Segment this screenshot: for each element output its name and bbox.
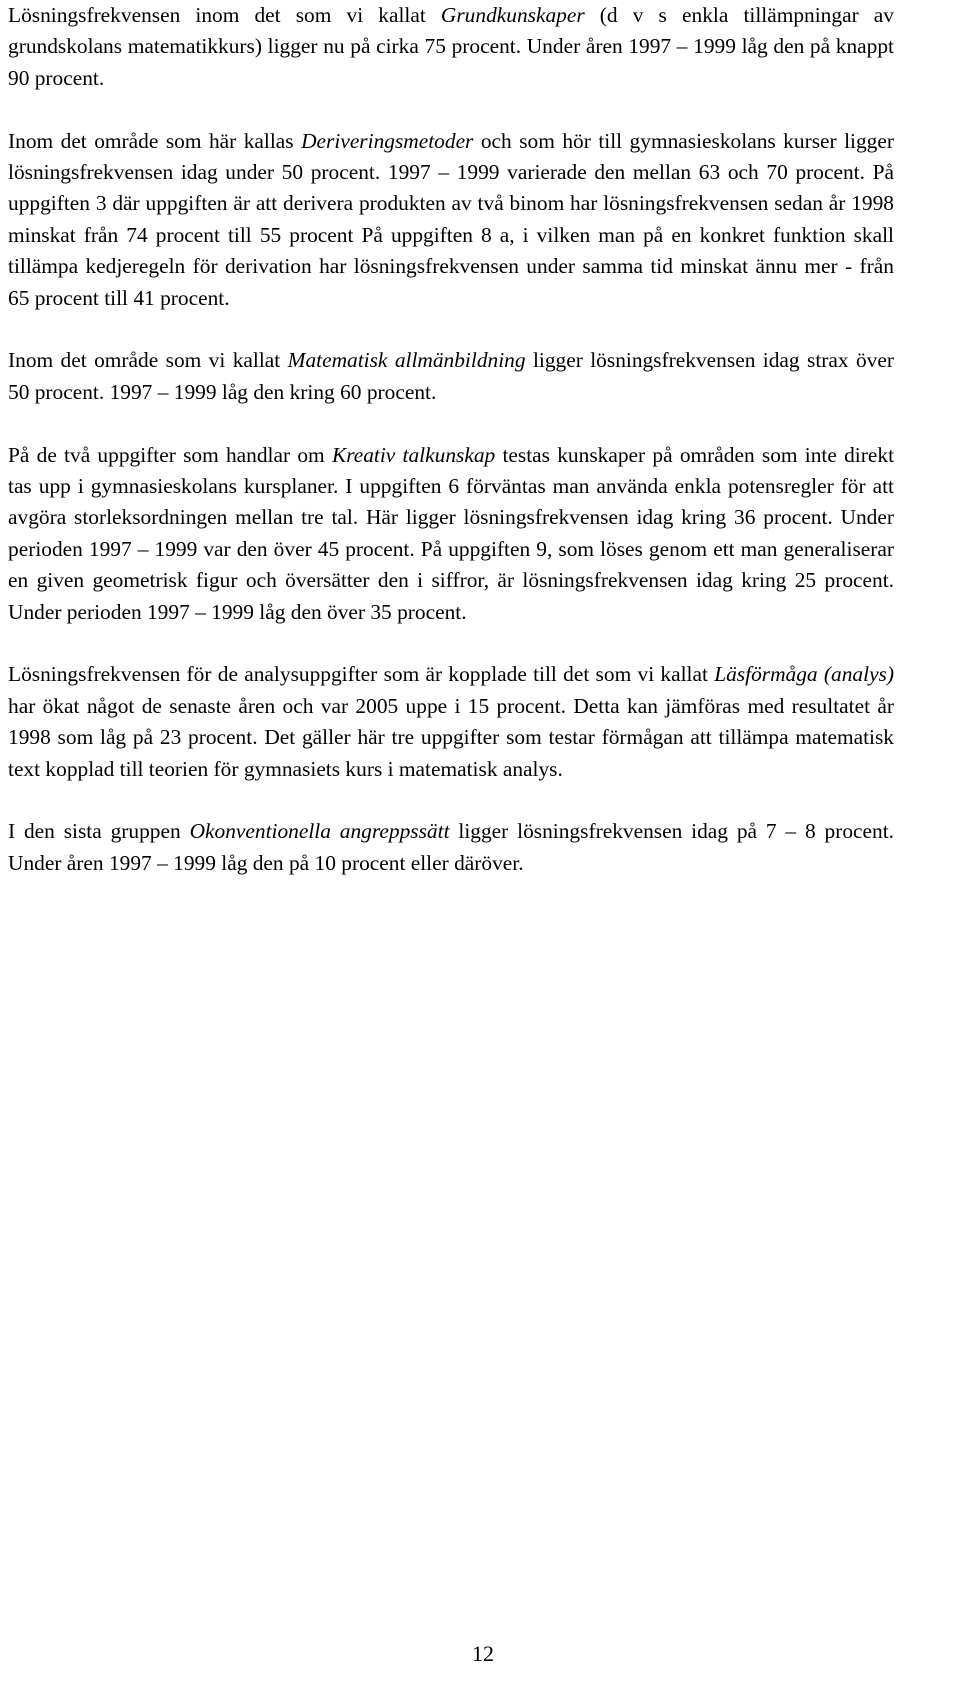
- page-number: 12: [472, 1641, 494, 1666]
- term-kreativ-talkunskap: Kreativ talkunskap: [331, 442, 496, 467]
- paragraph-text: har ökat något de senaste åren och var 2005 uppe i 15 procent. Detta kan jämföras med resultatet år 1998 som låg på 23 procent. Det gäller här tre uppgifter som testar förmågan att tillämpa matematisk text kopplad till teorien för gymnasiets kurs i matematisk analys.: [8, 693, 894, 781]
- paragraph-lasformaga-analys: [8, 659, 894, 785]
- paragraph-text: Inom det område som här kallas: [8, 128, 302, 153]
- paragraph-grundkunskaper: [8, 0, 894, 94]
- paragraph-matematisk-allmanbildning: [8, 345, 894, 408]
- paragraph-text: (d v s enkla tillämpningar av grundskolans matematikkurs) ligger nu på cirka 75 procent. Under åren 1997 – 1999 låg den på knappt 90 procent.: [8, 3, 894, 90]
- term-lasformaga-analys: Läsförmåga (analys): [714, 662, 895, 687]
- paragraph-deriveringsmetoder: [8, 126, 894, 314]
- term-grundkunskaper: Grundkunskaper: [440, 3, 585, 27]
- paragraph-text: Inom det område som vi kallat: [8, 348, 288, 373]
- paragraph-okonventionella-angreppssatt: [8, 816, 894, 879]
- paragraph-text: testas kunskaper på områden som inte direkt tas upp i gymnasieskolans kursplaner. I uppgiften 6 förväntas man använda enkla potensregler för att avgöra storleksordningen mellan tre tal. Här ligger lösningsfrekvensen idag kring 36 procent. Under perioden 1997 – 1999 var den över 45 procent. På uppgiften 9, som löses genom ett man generaliserar en given geometrisk figur och översätter den i siffror, är lösningsfrekvensen idag kring 25 procent. Under perioden 1997 – 1999 låg den över 35 procent.: [8, 442, 895, 624]
- paragraph-text: ligger lösningsfrekvensen idag strax över 50 procent. 1997 – 1999 låg den kring 60 procent.: [8, 348, 894, 404]
- paragraph-text: Lösningsfrekvensen inom det som vi kallat: [8, 3, 441, 27]
- paragraph-text: På de två uppgifter som handlar om: [8, 442, 332, 467]
- term-okonventionella-angreppssatt: Okonventionella angreppssätt: [189, 819, 450, 844]
- paragraph-text: och som hör till gymnasieskolans kurser ligger lösningsfrekvensen idag under 50 procent. 1997 – 1999 varierade den mellan 63 och 70 procent. På uppgiften 3 där uppgiften är att derivera produkten av två binom har lösningsfrekvensen sedan år 1998 minskat från 74 procent till 55 procent På uppgiften 8 a, i vilken man på en konkret funktion skall tillämpa kedjeregeln för derivation har lösningsfrekvensen under samma tid minskat ännu mer - från 65 procent till 41 procent.: [8, 128, 894, 310]
- paragraph-text: ligger lösningsfrekvensen idag på 7 – 8 procent. Under åren 1997 – 1999 låg den på 10 procent eller däröver.: [8, 819, 895, 875]
- paragraph-text: Lösningsfrekvensen för de analysuppgifter som är kopplade till det som vi kallat: [8, 662, 715, 687]
- paragraph-text: I den sista gruppen: [8, 819, 190, 844]
- term-matematisk-allmanbildning: Matematisk allmänbildning: [287, 348, 526, 373]
- term-deriveringsmetoder: Deriveringsmetoder: [301, 128, 474, 153]
- document-body: [8, 0, 894, 911]
- paragraph-kreativ-talkunskap: [8, 440, 894, 628]
